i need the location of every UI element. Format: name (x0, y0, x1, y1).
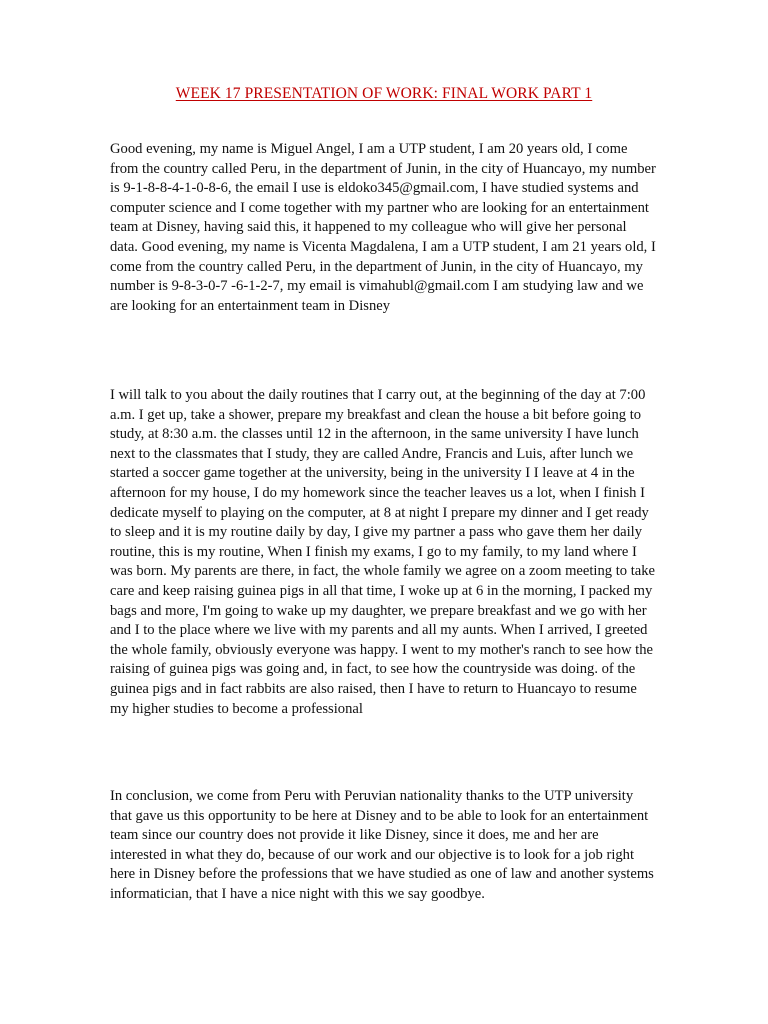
document-title: WEEK 17 PRESENTATION OF WORK: FINAL WORK PART 1 (175, 85, 593, 102)
paragraph-conclusion: In conclusion, we come from Peru with Peruvian nationality thanks to the UTP university that gave us this opportunity to be here at Disney and to be able to look for an entertainment team since our country does not provide it like Disney, since it does, me and her are interested in what they do, because of our work and our objective is to look for a job right here in Disney before the professions that we have studied as one of law and another systems informatician, that I have a nice night with this we say goodbye. (110, 788, 654, 902)
paragraph-daily-routine: I will talk to you about the daily routines that I carry out, at the beginning of the day at 7:00 a.m. I get up, take a shower, prepare my breakfast and clean the house a bit before going to study, at 8:30 a.m. the classes until 12 in the afternoon, in the same university I have lunch next to the classmates that I study, they are called Andre, Francis and Luis, after lunch we started a soccer game together at the university, being in the university I I leave at 4 in the afternoon for my house, I do my homework since the teacher leaves us a lot, when I finish I dedicate myself to playing on the computer, at 8 at night I prepare my dinner and I get ready to sleep and it is my routine daily by day, I give my partner a pass who gave them her daily routine, this is my routine, When I finish my exams, I go to my family, to my land where I was born. My parents are there, in fact, the whole family we agree on a zoom meeting to take care and keep raising guinea pigs in all that time, I woke up at 6 in the morning, I packed my bags and more, I'm going to wake up my daughter, we prepare breakfast and we go with her and I to the place where we live with my parents and all my aunts. When I arrived, I greeted the whole family, obviously everyone was happy. I went to my mother's ranch to see how the raising of guinea pigs was going and, in fact, to see how the countryside was doing. of the guinea pigs and in fact rabbits are also raised, then I have to return to Huancayo to resume my higher studies to become a professional (110, 387, 656, 717)
paragraph-introduction: Good evening, my name is Miguel Angel, I am a UTP student, I am 20 years old, I come from the country called Peru, in the department of Junin, in the city of Huancayo, my number is 9-1-8-8-4-1-0-8-6, the email I use is eldoko345@gmail.com, I have studied systems and computer science and I come together with my partner who are looking for an entertainment team at Disney, having said this, it happened to my colleague who will give her personal data. Good evening, my name is Vicenta Magdalena, I am a UTP student, I am 21 years old, I come from the country called Peru, in the department of Junin, in the city of Huancayo, my number is 9-8-3-0-7 -6-1-2-7, my email is vimahubl@gmail.com I am studying law and we are looking for an entertainment team in Disney (110, 141, 656, 314)
